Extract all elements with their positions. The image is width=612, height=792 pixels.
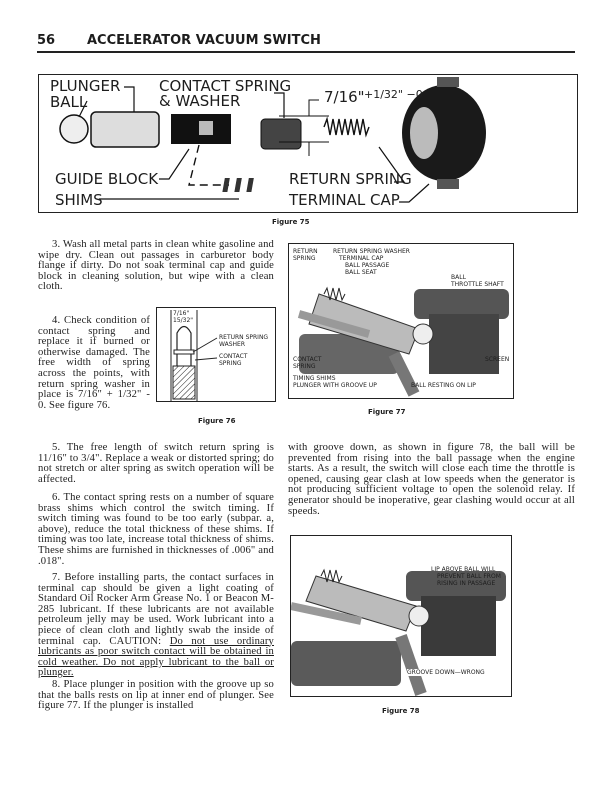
header-rule	[37, 51, 575, 53]
label-ball: BALL	[451, 274, 466, 281]
page-number: 56	[37, 33, 56, 48]
label-plunger: PLUNGER	[50, 77, 121, 95]
label-contact-spring-washer: & WASHER	[159, 92, 241, 110]
paragraph-8: 8. Place plunger in position with the groove up so that the balls rests on lip at inner end of plunger. See figure 77. If the plunger is installed	[38, 679, 274, 712]
label-spring: SPRING	[219, 360, 242, 367]
label-lip-2: PREVENT BALL FROM	[437, 573, 501, 580]
label-screen: SCREEN	[485, 356, 510, 363]
figure-75	[38, 74, 578, 213]
figure-78-caption: Figure 78	[382, 707, 420, 715]
label-lip-3: RISING IN PASSAGE	[437, 580, 496, 587]
label-contact-spring: CONTACT SPRING	[159, 77, 292, 95]
figure-78	[290, 535, 512, 697]
paragraph-3: 3. Wash all metal parts in clean white gasoline and wipe dry. Clean out passages in carburetor body flange if dirty. Do not soak terminal cap and guide block in cleaning solution, but wipe with a clean cloth.	[38, 239, 274, 293]
page-title: ACCELERATOR VACUUM SWITCH	[87, 33, 321, 48]
paragraph-5: 5. The free length of switch return spring is 11/16" to 3/4". Replace a weak or distorted spring; do not stretch or alter spring as switch operation will be affected.	[38, 442, 274, 485]
label-return-spring: RETURN SPRING	[289, 170, 412, 188]
figure-77-caption: Figure 77	[368, 408, 406, 416]
figure-76-caption: Figure 76	[198, 417, 236, 425]
figure-77	[288, 243, 514, 399]
label-ball-seat: BALL SEAT	[345, 269, 377, 276]
label-return: RETURN	[293, 248, 318, 255]
label-guide-block: GUIDE BLOCK	[55, 170, 159, 188]
label-ball: BALL	[50, 93, 88, 111]
label-timing-shims: TIMING SHIMS	[293, 375, 336, 382]
label-shims: SHIMS	[55, 191, 103, 209]
label-throttle-shaft: THROTTLE SHAFT	[451, 281, 504, 288]
label-dimension: 7/16"	[324, 88, 365, 106]
paragraph-8-continued: with groove down, as shown in figure 78, the ball will be prevented from rising into the ball passage when the engine starts. As a result, the switch will close each time the throttle is opened, causing gear clash at low speeds when the generator is not producing sufficient voltage to open the solenoid relay. If generator should be inoperative, gear clashing would occur at all speeds.	[288, 442, 575, 517]
label-ball-resting-on-lip: BALL RESTING ON LIP	[411, 382, 476, 389]
paragraph-7-text: 7. Before installing parts, the contact surfaces in terminal cap should be given a light coating of Standard Oil Rocker Arm Grease No. 1 or Beacon M-285 lubricant. If these lubricants are not available petroleum jelly may be used. Work lubricant into a piece of clean cloth and lightly swab the inside of terminal cap. CAUTION:	[38, 572, 274, 647]
label-contact-spring: SPRING	[293, 363, 316, 370]
label-terminal-cap: TERMINAL CAP	[289, 191, 400, 209]
paragraph-7	[38, 573, 274, 679]
label-return-spring-washer: RETURN SPRING WASHER	[333, 248, 410, 255]
label-groove-down-wrong: GROOVE DOWN—WRONG	[407, 669, 485, 676]
paragraph-6: 6. The contact spring rests on a number of square brass shims which control the switch timing. If switch timing was found to be too early (subpar. a, above), reduce the total thickness of these shims. If timing was too late, increase total thickness of shims. These shims are furnished in thicknesses of .006" and .018".	[38, 492, 274, 567]
label-terminal-cap: TERMINAL CAP	[339, 255, 384, 262]
figure-76	[156, 307, 276, 402]
label-ball-passage: BALL PASSAGE	[345, 262, 390, 269]
label-plunger-groove-up: PLUNGER WITH GROOVE UP	[293, 382, 377, 389]
caution-text: Do not use ordinary lubricants as poor switch contact will be obtained in cold weather. Do not apply lubricant to the ball or plunger.	[38, 635, 275, 679]
dimension-15-32: 15/32"	[173, 317, 194, 324]
label-return-spring: SPRING	[293, 255, 316, 262]
figure-75-caption: Figure 75	[272, 218, 310, 226]
label-washer: WASHER	[219, 341, 245, 348]
paragraph-4: 4. Check condition of contact spring and replace it if burned or otherwise damaged. The free width of spring across the points, with return spring washer in place is 7/16" + 1/32" - 0. See figure 76.	[38, 315, 150, 411]
label-dimension-tolerance: +1/32" −0	[364, 88, 423, 101]
label-lip-1: LIP ABOVE BALL WILL	[431, 566, 496, 573]
label-contact: CONTACT	[293, 356, 322, 363]
label-return-spring-washer: RETURN SPRING	[219, 334, 269, 341]
dimension-7-16: 7/16"	[173, 310, 190, 317]
label-contact: CONTACT	[219, 353, 248, 360]
